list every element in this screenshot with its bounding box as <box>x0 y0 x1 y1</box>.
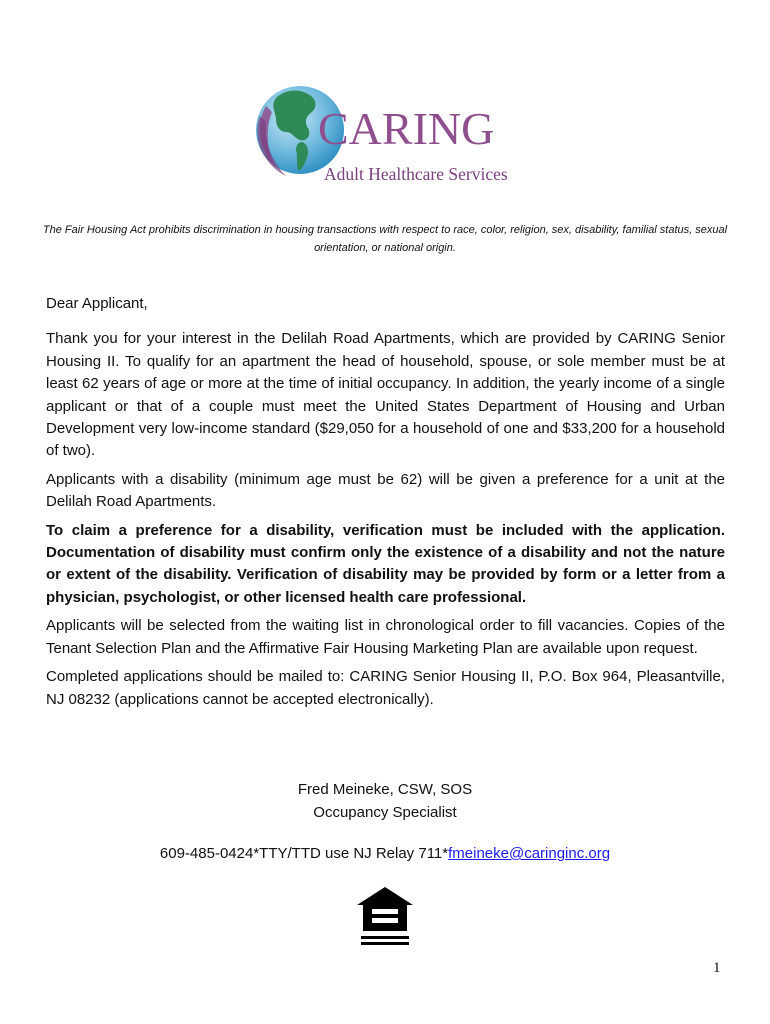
signer-title: Occupancy Specialist <box>313 804 457 821</box>
paragraph-eligibility: Thank you for your interest in the Delilah Road Apartments, which are provided by CARING Senior Housing II. To qualify for an apartment the head of household, spouse, or sole member must be at least 62 years of age or more at the time of initial occupancy. In addition, the yearly income of a single applicant or that of a couple must meet the United States Department of Housing and Urban Development very low-income standard ($29,050 for a household of one and $33,200 for a household of two). <box>46 330 725 460</box>
paragraph-selection: Applicants will be selected from the waiting list in chronological order to fill vacancies. Copies of the Tenant Selection Plan and the Affirmative Fair Housing Marketing Plan are available upon request. <box>46 617 725 657</box>
letter-body <box>46 293 725 717</box>
email-link[interactable]: fmeineke@caringinc.org <box>448 845 611 862</box>
phone-text: 609-485-0424*TTY/TTD use NJ Relay 711* <box>159 845 449 862</box>
caring-logo <box>246 76 536 196</box>
fair-housing-notice: The Fair Housing Act prohibits discrimination in housing transactions with respect to race, color, religion, sex, disability, familial status, sexual orientation, or national origin. <box>42 224 728 254</box>
logo-tagline: Adult Healthcare Services <box>324 164 508 184</box>
contact-line <box>0 843 770 865</box>
page-number: 1 <box>713 960 721 976</box>
logo-name: CARING <box>318 103 495 154</box>
paragraph-verification: To claim a preference for a disability, verification must be included with the application. Documentation of disability must confirm only the existence of a disability and not the nature or extent of the disability. Verification of disability may be provided by form or a letter from a physician, psychologist, or other licensed health care professional. <box>46 521 725 606</box>
paragraph-disability-preference: Applicants with a disability (minimum age must be 62) will be given a preference for a unit at the Delilah Road Apartments. <box>46 470 725 511</box>
paragraph-mailing: Completed applications should be mailed to: CARING Senior Housing II, P.O. Box 964, Pleasantville, NJ 08232 (applications cannot be accepted electronically). <box>46 668 725 708</box>
signature-block <box>0 778 770 824</box>
salutation: Dear Applicant, <box>46 295 148 312</box>
signer-name: Fred Meineke, CSW, SOS <box>297 781 473 798</box>
equal-housing-opportunity-icon <box>355 885 415 950</box>
